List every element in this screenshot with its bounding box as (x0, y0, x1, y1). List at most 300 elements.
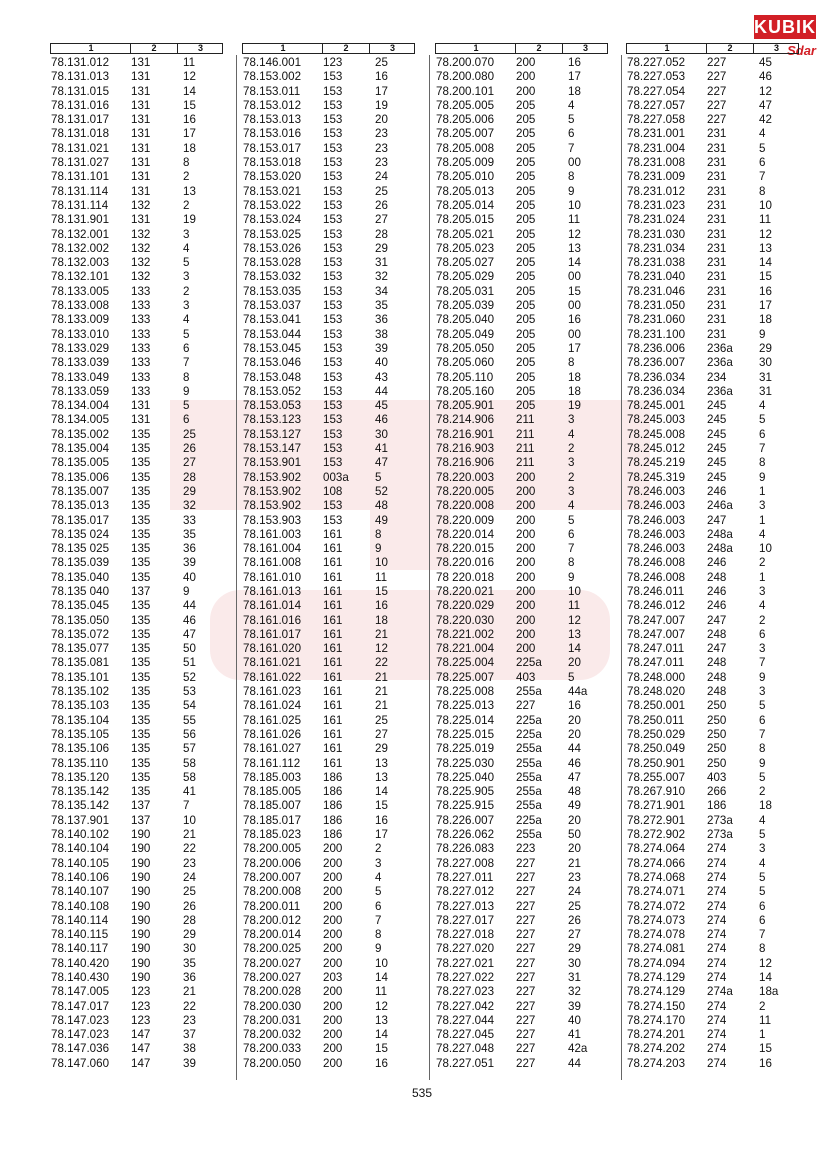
part-number-cell: 78.153.026 (243, 241, 302, 255)
position-cell: 18 (375, 613, 388, 627)
part-number-cell: 78.133.009 (51, 313, 110, 327)
part-number-cell: 78.220.005 (436, 484, 495, 498)
part-number-cell: 78.153.025 (243, 227, 302, 241)
parts-table-column-3 (435, 43, 608, 1071)
position-cell: 10 (183, 813, 196, 827)
position-cell: 1 (759, 513, 766, 527)
position-cell: 5 (183, 399, 190, 413)
position-cell: 3 (183, 270, 190, 284)
position-cell: 29 (183, 928, 196, 942)
group-cell: 161 (323, 542, 343, 556)
header-cell: 3 (773, 43, 779, 53)
part-number-cell: 78.227.012 (436, 885, 495, 899)
table-row (626, 485, 799, 499)
part-number-cell: 78.132.003 (51, 256, 110, 270)
part-number-cell: 78.221.002 (436, 627, 495, 641)
position-cell: 8 (568, 170, 575, 184)
part-number-cell: 78.205.039 (436, 299, 495, 313)
group-cell: 123 (131, 985, 151, 999)
table-row (50, 900, 223, 914)
part-number-cell: 78.153.901 (243, 456, 302, 470)
position-cell: 22 (183, 842, 196, 856)
position-cell: 00 (568, 270, 581, 284)
position-cell: 47 (759, 98, 772, 112)
position-cell: 7 (375, 913, 382, 927)
position-cell: 39 (375, 341, 388, 355)
part-number-cell: 78.246.011 (627, 584, 685, 598)
position-cell: 3 (568, 413, 575, 427)
group-cell: 132 (131, 227, 151, 241)
group-cell: 274 (707, 885, 727, 899)
table-row (435, 127, 608, 141)
table-row (626, 213, 799, 227)
group-cell: 131 (131, 84, 151, 98)
position-cell: 4 (375, 870, 382, 884)
group-cell: 186 (323, 828, 343, 842)
group-cell: 205 (516, 156, 536, 170)
part-number-cell: 78.205.029 (436, 270, 495, 284)
group-cell: 231 (707, 141, 727, 155)
position-cell: 2 (375, 842, 382, 856)
table-row (435, 628, 608, 642)
group-cell: 227 (516, 1042, 536, 1056)
group-cell: 227 (516, 942, 536, 956)
group-cell: 227 (516, 913, 536, 927)
part-number-cell: 78.185.007 (243, 799, 302, 813)
table-row (242, 757, 415, 771)
position-cell: 8 (375, 527, 382, 541)
table-row (50, 356, 223, 370)
position-cell: 27 (375, 213, 388, 227)
group-cell: 274 (707, 1042, 727, 1056)
table-row (50, 428, 223, 442)
position-cell: 5 (759, 870, 766, 884)
group-cell: 186 (323, 799, 343, 813)
position-cell: 7 (183, 799, 190, 813)
group-cell: 248 (707, 685, 727, 699)
group-cell: 133 (131, 384, 151, 398)
group-cell: 153 (323, 341, 343, 355)
table-row (435, 900, 608, 914)
group-cell: 231 (707, 327, 727, 341)
parts-table-column-2 (242, 43, 415, 1071)
part-number-cell: 78.225.905 (436, 785, 495, 799)
position-cell: 8 (759, 742, 766, 756)
table-row (242, 699, 415, 713)
table-row (50, 1042, 223, 1056)
group-cell: 227 (516, 856, 536, 870)
part-number-cell: 78.274.129 (627, 971, 686, 984)
group-cell: 190 (131, 885, 151, 899)
part-number-cell: 78.153.127 (243, 427, 302, 441)
position-cell: 36 (183, 971, 196, 984)
parts-table-column-1 (50, 43, 223, 1071)
table-row (50, 585, 223, 599)
group-cell: 153 (323, 442, 343, 456)
group-cell: 123 (131, 999, 151, 1013)
group-cell: 255a (516, 828, 542, 842)
table-row (626, 914, 799, 928)
position-cell: 8 (759, 456, 766, 470)
table-row (435, 742, 608, 756)
position-cell: 12 (568, 613, 581, 627)
part-number-cell: 78.247.007 (627, 613, 686, 627)
position-cell: 31 (759, 370, 772, 384)
table-header (626, 43, 799, 54)
group-cell: 200 (323, 999, 343, 1013)
part-number-cell: 78.135.050 (51, 613, 110, 627)
table-row (50, 385, 223, 399)
position-cell: 21 (183, 828, 196, 842)
header-cell: 2 (323, 44, 370, 53)
table-row (50, 771, 223, 785)
group-cell: 135 (131, 727, 151, 741)
table-row (242, 170, 415, 184)
group-cell: 132 (131, 198, 151, 212)
position-cell: 6 (759, 913, 766, 927)
part-number-cell: 78.135.005 (51, 456, 110, 470)
table-row (435, 799, 608, 813)
position-cell: 29 (375, 241, 388, 255)
group-cell: 274 (707, 956, 727, 970)
position-cell: 5 (183, 327, 190, 341)
group-cell: 274 (707, 942, 727, 956)
group-cell: 205 (516, 113, 536, 127)
group-cell: 153 (323, 156, 343, 170)
table-row (242, 270, 415, 284)
position-cell: 45 (759, 56, 772, 69)
position-cell: 6 (759, 713, 766, 727)
part-number-cell: 78.274.150 (627, 999, 686, 1013)
part-number-cell: 78.135 025 (51, 542, 110, 556)
table-row (242, 842, 415, 856)
group-cell: 200 (516, 484, 536, 498)
table-row (50, 242, 223, 256)
position-cell: 6 (568, 527, 575, 541)
group-cell: 246 (707, 584, 727, 598)
position-cell: 7 (568, 542, 575, 556)
position-cell: 6 (759, 156, 766, 170)
group-cell: 132 (131, 270, 151, 284)
group-cell: 205 (516, 356, 536, 370)
table-row (626, 656, 799, 670)
group-cell: 225a (516, 727, 542, 741)
part-number-cell: 78.153.012 (243, 98, 302, 112)
group-cell: 153 (323, 427, 343, 441)
position-cell: 8 (375, 928, 382, 942)
table-row (435, 942, 608, 956)
position-cell: 21 (375, 685, 388, 699)
group-cell: 200 (516, 642, 536, 656)
position-cell: 47 (568, 770, 581, 784)
position-cell: 20 (568, 713, 581, 727)
group-cell: 274 (707, 1013, 727, 1027)
part-number-cell: 78.161.022 (243, 670, 302, 684)
position-cell: 4 (568, 427, 575, 441)
part-number-cell: 78.245.003 (627, 413, 686, 427)
position-cell: 6 (759, 899, 766, 913)
group-cell: 211 (516, 413, 535, 427)
table-row (50, 99, 223, 113)
table-row (435, 928, 608, 942)
group-cell: 255a (516, 742, 542, 756)
table-row (435, 556, 608, 570)
part-number-cell: 78.205.010 (436, 170, 495, 184)
table-row (435, 585, 608, 599)
part-number-cell: 78.200.027 (243, 971, 302, 984)
part-number-cell: 78.205.110 (436, 370, 494, 384)
group-cell: 248 (707, 627, 727, 641)
position-cell: 41 (375, 442, 388, 456)
part-number-cell: 78.133.010 (51, 327, 110, 341)
table-row (242, 556, 415, 570)
part-number-cell: 78.248.000 (627, 670, 686, 684)
position-cell: 25 (375, 56, 388, 69)
part-number-cell: 78.131.027 (51, 156, 110, 170)
group-cell: 133 (131, 341, 151, 355)
table-row (242, 499, 415, 513)
table-row (50, 442, 223, 456)
table-row (435, 356, 608, 370)
table-row (435, 213, 608, 227)
part-number-cell: 78.247.011 (627, 642, 685, 656)
group-cell: 131 (131, 113, 151, 127)
position-cell: 6 (568, 127, 575, 141)
header-cell: 1 (436, 44, 516, 53)
group-cell: 273a (707, 828, 733, 842)
group-cell: 003a (323, 470, 349, 484)
table-row (50, 399, 223, 413)
group-cell: 131 (131, 399, 151, 413)
group-cell: 227 (516, 956, 536, 970)
position-cell: 29 (183, 484, 196, 498)
table-row (435, 857, 608, 871)
group-cell: 190 (131, 856, 151, 870)
position-cell: 23 (183, 856, 196, 870)
position-cell: 21 (375, 670, 388, 684)
position-cell: 26 (375, 198, 388, 212)
part-number-cell: 78.205.014 (436, 198, 495, 212)
group-cell: 147 (131, 1056, 151, 1070)
part-number-cell: 78.131.017 (51, 113, 110, 127)
table-row (50, 542, 223, 556)
group-cell: 133 (131, 299, 151, 313)
table-row (435, 885, 608, 899)
part-number-cell: 78.161.013 (243, 584, 302, 598)
group-cell: 205 (516, 270, 536, 284)
position-cell: 4 (568, 98, 575, 112)
part-number-cell: 78.231.040 (627, 270, 686, 284)
position-cell: 16 (568, 699, 581, 713)
position-cell: 16 (375, 1056, 388, 1070)
table-row (626, 313, 799, 327)
group-cell: 248a (707, 542, 733, 556)
table-row (435, 313, 608, 327)
table-row (435, 242, 608, 256)
group-cell: 227 (516, 1028, 536, 1042)
table-row (50, 728, 223, 742)
part-number-cell: 78.247.007 (627, 627, 686, 641)
position-cell: 46 (375, 413, 388, 427)
table-row (50, 185, 223, 199)
position-cell: 23 (375, 156, 388, 170)
group-cell: 161 (323, 670, 343, 684)
part-number-cell: 78.132.101 (51, 270, 110, 284)
position-cell: 49 (375, 513, 388, 527)
part-number-cell: 78.220.030 (436, 613, 495, 627)
position-cell: 11 (183, 56, 196, 69)
position-cell: 15 (759, 270, 772, 284)
table-row (435, 685, 608, 699)
position-cell: 8 (568, 356, 575, 370)
part-number-cell: 78.135.120 (51, 770, 110, 784)
position-cell: 14 (375, 785, 388, 799)
position-cell: 30 (759, 356, 772, 370)
table-row (626, 514, 799, 528)
part-number-cell: 78.153.041 (243, 313, 302, 327)
part-number-cell: 78.153.052 (243, 384, 302, 398)
header-cell: 2 (131, 44, 178, 53)
position-cell: 4 (568, 499, 575, 513)
part-number-cell: 78.225.014 (436, 713, 495, 727)
table-row (242, 742, 415, 756)
group-cell: 227 (516, 1013, 536, 1027)
group-cell: 205 (516, 399, 536, 413)
part-number-cell: 78.153.045 (243, 341, 302, 355)
position-cell: 3 (183, 227, 190, 241)
part-number-cell: 78.134.004 (51, 399, 110, 413)
position-cell: 11 (759, 1013, 772, 1027)
group-cell: 205 (516, 141, 536, 155)
position-cell: 10 (759, 542, 772, 556)
group-cell: 227 (516, 971, 536, 984)
position-cell: 18 (759, 799, 772, 813)
table-row (50, 456, 223, 470)
table-row (626, 85, 799, 99)
table-row (435, 99, 608, 113)
part-number-cell: 78.205.027 (436, 256, 495, 270)
part-number-cell: 78.161.027 (243, 742, 302, 756)
position-cell: 15 (375, 799, 388, 813)
part-number-cell: 78.153.018 (243, 156, 302, 170)
table-row (435, 971, 608, 985)
part-number-cell: 78.250.011 (627, 713, 685, 727)
group-cell: 227 (707, 98, 727, 112)
part-number-cell: 78.231.012 (627, 184, 686, 198)
table-row (626, 56, 799, 70)
position-cell: 12 (375, 999, 388, 1013)
table-row (50, 928, 223, 942)
table-row (50, 299, 223, 313)
part-number-cell: 78.185.005 (243, 785, 302, 799)
group-cell: 211 (516, 427, 535, 441)
table-row (50, 328, 223, 342)
table-row (435, 228, 608, 242)
part-number-cell: 78.274.094 (627, 956, 686, 970)
part-number-cell: 78.246.003 (627, 527, 686, 541)
part-number-cell: 78.272.901 (627, 813, 686, 827)
position-cell: 12 (568, 227, 581, 241)
table-row (242, 928, 415, 942)
position-cell: 14 (375, 1028, 388, 1042)
part-number-cell: 78.161.014 (243, 599, 302, 613)
part-number-cell: 78.231.038 (627, 256, 686, 270)
group-cell: 200 (323, 870, 343, 884)
table-row (626, 742, 799, 756)
group-cell: 245 (707, 456, 727, 470)
table-row (435, 1000, 608, 1014)
table-row (435, 1057, 608, 1071)
position-cell: 3 (568, 484, 575, 498)
group-cell: 161 (323, 584, 343, 598)
table-row (50, 614, 223, 628)
group-cell: 205 (516, 227, 536, 241)
part-number-cell: 78.231.046 (627, 284, 686, 298)
table-row (435, 485, 608, 499)
table-row (435, 728, 608, 742)
table-header (50, 43, 223, 54)
group-cell: 153 (323, 127, 343, 141)
part-number-cell: 78.134.005 (51, 413, 110, 427)
part-number-cell: 78.220.003 (436, 470, 495, 484)
group-cell: 190 (131, 899, 151, 913)
group-cell: 161 (323, 642, 343, 656)
group-cell: 135 (131, 785, 151, 799)
part-number-cell: 78.205.007 (436, 127, 495, 141)
part-number-cell: 78.221.004 (436, 642, 495, 656)
part-number-cell: 78.135.105 (51, 727, 110, 741)
part-number-cell: 78.131.015 (51, 84, 110, 98)
table-row (626, 757, 799, 771)
position-cell: 8 (183, 156, 190, 170)
table-row (242, 285, 415, 299)
table-row (50, 642, 223, 656)
part-number-cell: 78.225.015 (436, 727, 495, 741)
table-row (50, 127, 223, 141)
position-cell: 8 (183, 370, 190, 384)
part-number-cell: 78.255.007 (627, 770, 686, 784)
table-row (435, 399, 608, 413)
part-number-cell: 78.131.016 (51, 98, 110, 112)
part-number-cell: 78.205.031 (436, 284, 495, 298)
part-number-cell: 78.161.025 (243, 713, 302, 727)
position-cell: 5 (759, 770, 766, 784)
column-divider (429, 55, 430, 1080)
position-cell: 39 (568, 999, 581, 1013)
position-cell: 5 (568, 670, 575, 684)
table-row (242, 70, 415, 84)
part-number-cell: 78.231.034 (627, 241, 686, 255)
table-row (242, 371, 415, 385)
table-row (626, 857, 799, 871)
group-cell: 190 (131, 971, 151, 984)
table-row (626, 356, 799, 370)
position-cell: 13 (375, 1013, 388, 1027)
position-cell: 16 (568, 313, 581, 327)
group-cell: 161 (323, 727, 343, 741)
position-cell: 1 (759, 484, 766, 498)
table-row (435, 299, 608, 313)
part-number-cell: 78.135.101 (51, 670, 110, 684)
table-row (435, 771, 608, 785)
group-cell: 231 (707, 170, 727, 184)
position-cell: 58 (183, 756, 196, 770)
part-number-cell: 78.227.020 (436, 942, 495, 956)
group-cell: 231 (707, 156, 727, 170)
position-cell: 47 (375, 456, 388, 470)
position-cell: 14 (759, 256, 772, 270)
part-number-cell: 78.274.078 (627, 928, 686, 942)
